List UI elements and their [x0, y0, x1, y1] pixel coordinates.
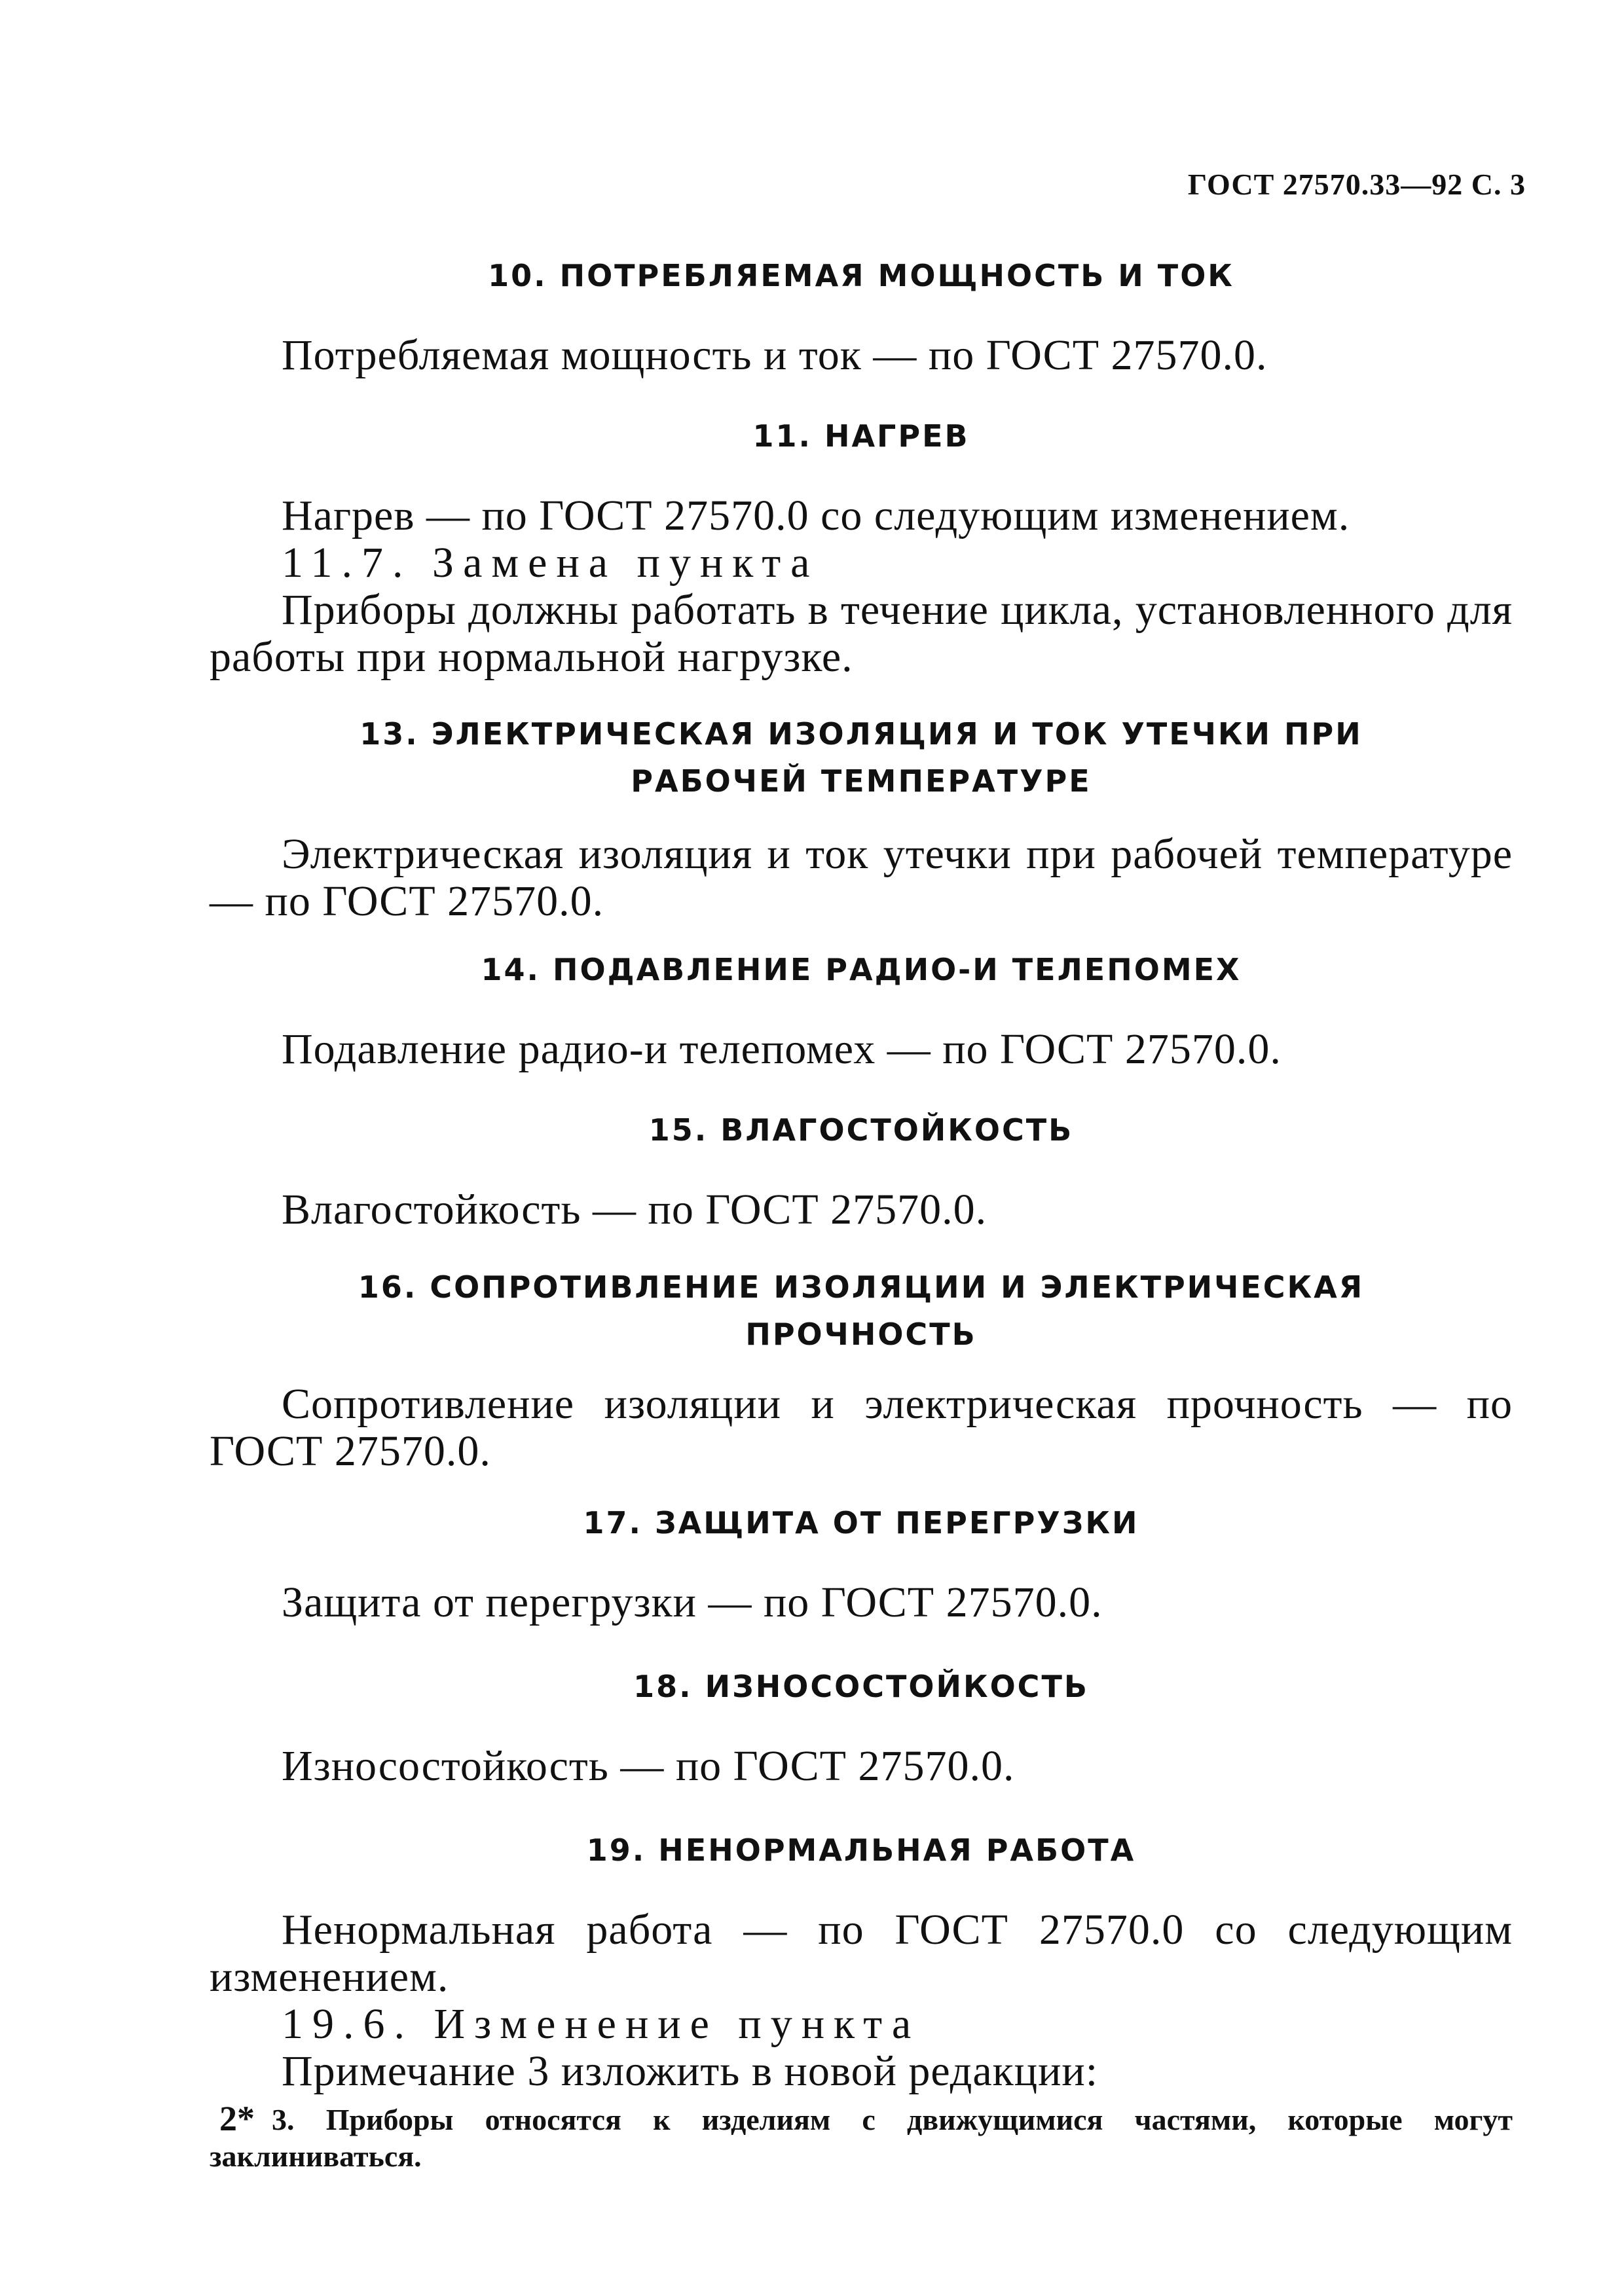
- section-18: [210, 1663, 1513, 1790]
- section-16: [210, 1264, 1513, 1475]
- section-heading: 14. ПОДАВЛЕНИЕ РАДИО-И ТЕЛЕПОМЕХ: [481, 952, 1242, 987]
- section-heading: 18. ИЗНОСОСТОЙКОСТЬ: [633, 1669, 1089, 1704]
- clause-title: 19.6. Изменение пункта: [282, 2000, 921, 2048]
- running-header: ГОСТ 27570.33—92 С. 3: [1187, 168, 1526, 201]
- section-heading: 10. ПОТРЕБЛЯЕМАЯ МОЩНОСТЬ И ТОК: [488, 258, 1234, 293]
- section-heading-line1: 13. ЭЛЕКТРИЧЕСКАЯ ИЗОЛЯЦИЯ И ТОК УТЕЧКИ ПРИ: [360, 716, 1363, 752]
- section-text: Ненормальная работа — по ГОСТ 27570.0 со следующим изменением.: [210, 1906, 1513, 2001]
- section-text: Защита от перегрузки — по ГОСТ 27570.0.: [282, 1578, 1103, 1626]
- section-heading: 19. НЕНОРМАЛЬНАЯ РАБОТА: [586, 1832, 1136, 1868]
- section-text: Потребляемая мощность и ток — по ГОСТ 27570.0.: [282, 331, 1268, 379]
- section-heading: 15. ВЛАГОСТОЙКОСТЬ: [648, 1112, 1074, 1148]
- clause-text: Приборы должны работать в течение цикла, установленного для работы при нормальной нагрузке.: [210, 586, 1513, 681]
- section-19: [210, 1827, 1513, 2175]
- section-heading-line1: 16. СОПРОТИВЛЕНИЕ ИЗОЛЯЦИИ И ЭЛЕКТРИЧЕСКАЯ: [358, 1269, 1365, 1305]
- section-heading: 17. ЗАЩИТА ОТ ПЕРЕГРУЗКИ: [583, 1505, 1139, 1540]
- section-15: [210, 1106, 1513, 1233]
- clause-text: Примечание 3 изложить в новой редакции:: [282, 2047, 1099, 2095]
- section-heading-line2: ПРОЧНОСТЬ: [745, 1317, 977, 1352]
- note-text: 3. Приборы относятся к изделиям с движущимися частями, которые могут заклиниваться.: [210, 2103, 1513, 2173]
- section-10: [210, 252, 1513, 379]
- section-text: Нагрев — по ГОСТ 27570.0 со следующим изменением.: [282, 492, 1350, 539]
- section-text: Сопротивление изоляции и электрическая прочность — по ГОСТ 27570.0.: [210, 1380, 1513, 1475]
- section-13: [210, 710, 1513, 925]
- section-11: [210, 412, 1513, 681]
- clause-title: 11.7. Замена пункта: [282, 539, 819, 587]
- page-mark: 2*: [219, 2099, 255, 2138]
- section-14: [210, 946, 1513, 1073]
- section-heading: 11. НАГРЕВ: [752, 418, 970, 454]
- section-text: Подавление радио-и телепомех — по ГОСТ 27570.0.: [282, 1025, 1282, 1073]
- section-text: Износостойкость — по ГОСТ 27570.0.: [282, 1742, 1015, 1790]
- section-text: Влагостойкость — по ГОСТ 27570.0.: [282, 1186, 987, 1233]
- section-17: [210, 1499, 1513, 1626]
- section-heading-line2: РАБОЧЕЙ ТЕМПЕРАТУРЕ: [631, 763, 1092, 799]
- section-text: Электрическая изоляция и ток утечки при рабочей температуре — по ГОСТ 27570.0.: [210, 830, 1513, 925]
